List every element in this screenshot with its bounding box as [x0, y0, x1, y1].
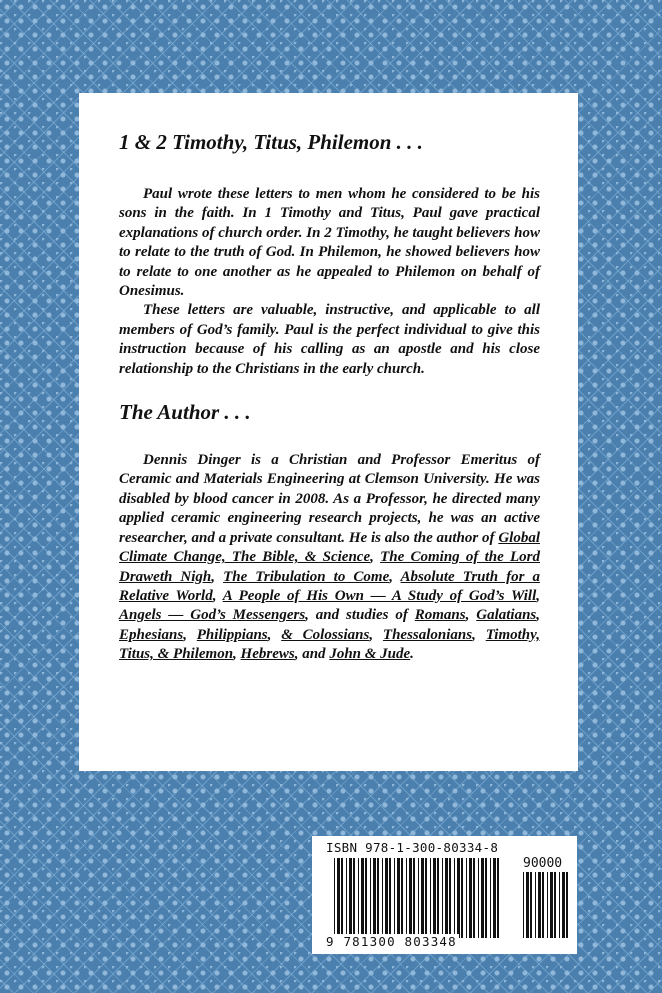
bio-text: Dennis Dinger is a Christian and Professor Emeritus of Ceramic and Materials Engineering at Clemson University. He was disabled by blood cancer in 2008. As a Professor, he directed many applied ceramic engineering research projects, he was an active researcher, and a private consultant. He is also the author of	[119, 452, 540, 546]
bio-text: ,	[233, 646, 241, 663]
barcode-bar	[394, 858, 395, 938]
barcode-bar	[538, 872, 541, 938]
barcode-bar	[382, 858, 383, 938]
bio-text: ,	[211, 568, 224, 585]
bio-text: ,	[536, 607, 540, 624]
barcode-bar	[442, 858, 443, 938]
book-title: Hebrews	[240, 646, 295, 663]
barcode-bar	[469, 858, 472, 938]
barcode-bar	[346, 858, 347, 938]
barcode-bar	[449, 858, 451, 938]
barcode-bar	[385, 858, 388, 938]
section-heading-author: The Author . . .	[119, 400, 251, 425]
price-barcode-bars	[523, 872, 571, 938]
barcode-bar	[361, 858, 364, 938]
barcode-bar	[454, 858, 455, 938]
book-title: Galatians	[476, 607, 537, 624]
price-code: 90000	[523, 856, 563, 871]
barcode-bar	[341, 858, 343, 938]
book-title: A People of His Own — A Study of God’s Will	[222, 587, 537, 604]
bio-text: ,	[536, 587, 540, 604]
book-title: Global Climate Change, The Bible, & Science	[119, 529, 540, 566]
book-title: & Colossians	[281, 626, 370, 643]
barcode-bar	[358, 858, 359, 938]
barcode-bar	[457, 858, 460, 938]
barcode-bar	[409, 858, 412, 938]
bio-text: ,	[212, 587, 223, 604]
barcode-bar	[430, 858, 431, 938]
author-bio-paragraph	[119, 451, 540, 664]
barcode-bar	[421, 858, 424, 938]
section-heading-books: 1 & 2 Timothy, Titus, Philemon . . .	[119, 130, 423, 154]
barcode-bar	[437, 858, 439, 938]
barcode-bar	[418, 858, 419, 938]
barcode-bar	[373, 858, 376, 938]
book-title: Angels — God’s Messengers	[119, 607, 306, 624]
barcode-bar	[445, 858, 448, 938]
barcode-bar	[542, 872, 544, 938]
barcode-bar	[413, 858, 415, 938]
book-title: Philippians	[196, 626, 268, 643]
book-title: The Tribulation to Come	[223, 568, 390, 585]
barcode-bar	[389, 858, 391, 938]
bio-text: ,	[267, 626, 282, 643]
barcode-bar	[547, 872, 548, 938]
barcode-bar	[377, 858, 379, 938]
barcode-bar	[490, 858, 491, 938]
barcode-bar	[349, 858, 352, 938]
barcode-bar	[485, 858, 487, 938]
book-title: Ephesians	[119, 626, 184, 643]
book-title: The Coming of the Lord Draweth Nigh	[119, 549, 540, 585]
bio-text: .	[410, 646, 414, 663]
book-title: Romans	[414, 607, 466, 624]
bio-text: ,	[183, 626, 197, 643]
barcode-bar	[337, 858, 340, 938]
barcode-bar	[550, 872, 553, 938]
barcode-bar	[473, 858, 475, 938]
bio-text: , and	[294, 646, 330, 663]
barcode-bar	[433, 858, 436, 938]
barcode-bar	[397, 858, 400, 938]
barcode-bar	[523, 872, 524, 938]
summary-paragraph-1: Paul wrote these letters to men whom he considered to be his sons in the faith. In 1 Timothy and Titus, Paul gave practical explanations of church order. In 2 Timothy, he taught believers how to relate to the truth of God. In Philemon, he showed believers how to relate to one another as he appealed to Philemon on behalf of Onesimus.	[119, 186, 540, 300]
barcode-bar	[334, 858, 335, 938]
barcode-bar	[554, 872, 556, 938]
barcode-bar	[466, 858, 467, 938]
barcode-bar	[365, 858, 367, 938]
barcode-bar	[353, 858, 355, 938]
barcode-bar	[530, 872, 532, 938]
barcode-bar	[425, 858, 427, 938]
ean-barcode-bars	[334, 858, 502, 938]
book-title: Thessalonians	[382, 626, 473, 643]
barcode-bar	[493, 858, 496, 938]
barcode-bar	[478, 858, 479, 938]
bio-text: ,	[389, 568, 401, 585]
book-title: Timothy, Titus, & Philemon	[119, 626, 540, 663]
barcode-bar	[461, 858, 463, 938]
barcode-bar	[535, 872, 536, 938]
barcode-bar	[526, 872, 529, 938]
barcode-bar	[370, 858, 371, 938]
barcode-bar	[401, 858, 403, 938]
bio-text: ,	[472, 626, 486, 643]
book-title: John & Jude	[329, 646, 411, 663]
barcode-bar	[559, 872, 560, 938]
isbn-barcode	[312, 836, 577, 954]
barcode-bar	[566, 872, 568, 938]
barcode-bar	[406, 858, 407, 938]
summary-paragraph-2: These letters are valuable, instructive, and applicable to all members of God’s family. Paul is the perfect individual to give this instruction because of his calling as an apostle and his close relationship to the Christians in the early church.	[119, 302, 540, 377]
bio-text: ,	[369, 626, 383, 643]
bio-text: , and studies of	[305, 607, 415, 624]
bio-text: ,	[370, 549, 381, 566]
isbn-digits: 9 781300 803348	[326, 934, 457, 949]
book-title: Absolute Truth for a Relative World	[119, 568, 540, 604]
barcode-bar	[562, 872, 565, 938]
bio-text: ,	[465, 607, 477, 624]
barcode-bar	[481, 858, 484, 938]
isbn-label: ISBN 978-1-300-80334-8	[326, 840, 499, 855]
back-cover-text-panel	[79, 93, 578, 771]
barcode-bar	[497, 858, 499, 938]
